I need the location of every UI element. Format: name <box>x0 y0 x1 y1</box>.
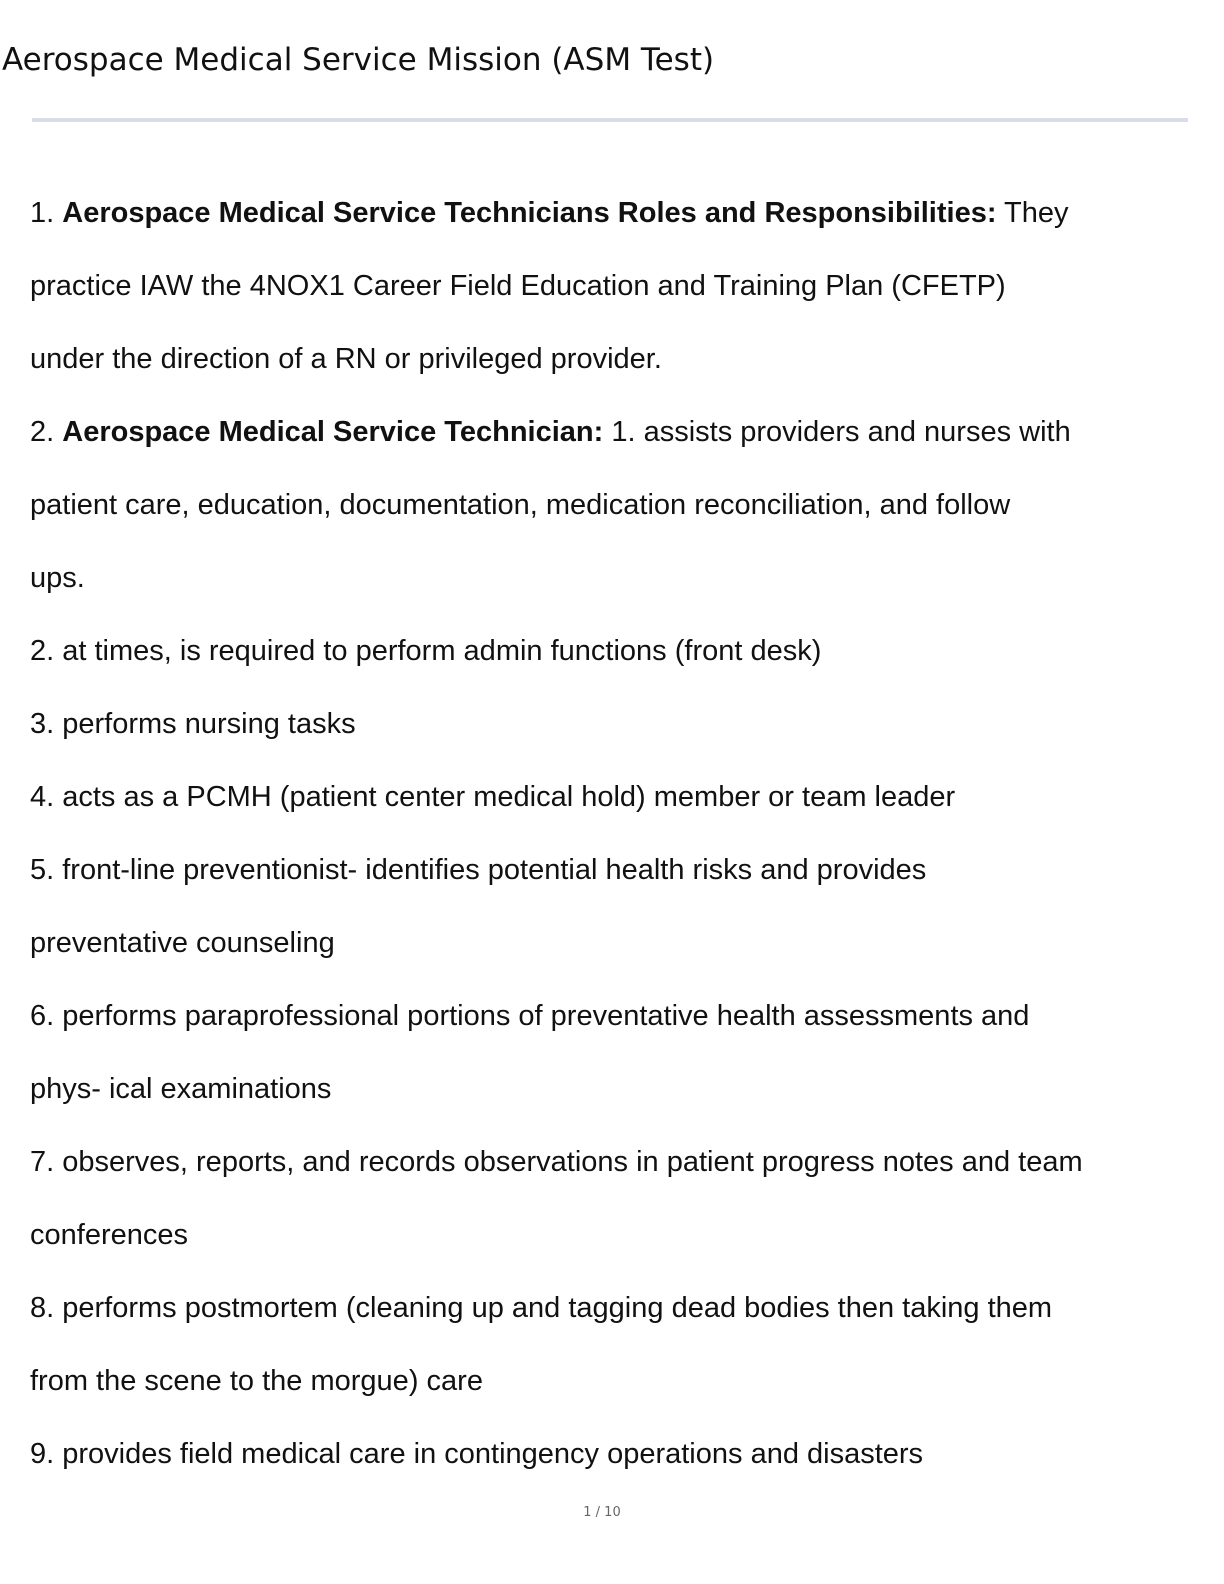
item-term: Aerospace Medical Service Technicians Roles and Responsibilities: <box>62 197 997 229</box>
item-number: 2. <box>30 416 55 448</box>
item-definition-line: preventative counseling <box>30 927 335 959</box>
item-definition-line: from the scene to the morgue) care <box>30 1365 483 1397</box>
page-title: Aerospace Medical Service Mission (ASM Test) <box>2 42 715 78</box>
page-number: 1 / 10 <box>583 1505 621 1520</box>
item-term: Aerospace Medical Service Technician: <box>62 416 604 448</box>
item-definition-line: patient care, education, documentation, medication reconciliation, and follow <box>30 489 1011 521</box>
item-definition-line: practice IAW the 4NOX1 Career Field Education and Training Plan (CFETP) <box>30 270 1006 302</box>
item-definition-line: 6. performs paraprofessional portions of preventative health assessments and <box>30 1000 1030 1032</box>
item-definition-line: 3. performs nursing tasks <box>30 708 356 740</box>
list-item <box>30 177 1200 250</box>
item-definition-line: under the direction of a RN or privileged provider. <box>30 343 662 375</box>
list-item <box>30 396 1200 469</box>
item-definition: They <box>1004 197 1069 229</box>
item-definition-line: 4. acts as a PCMH (patient center medical hold) member or team leader <box>30 781 956 813</box>
item-definition-line: 2. at times, is required to perform admin functions (front desk) <box>30 635 822 667</box>
flashcard-list <box>30 177 1200 1491</box>
title-divider <box>32 118 1188 122</box>
item-definition-line: 8. performs postmortem (cleaning up and tagging dead bodies then taking them <box>30 1292 1053 1324</box>
item-definition-line: 5. front-line preventionist- identifies potential health risks and provides <box>30 854 927 886</box>
item-definition-line: conferences <box>30 1219 188 1251</box>
item-definition-line: 7. observes, reports, and records observations in patient progress notes and team <box>30 1146 1083 1178</box>
item-definition: 1. assists providers and nurses with <box>611 416 1071 448</box>
item-number: 1. <box>30 197 55 229</box>
item-definition-line: 9. provides field medical care in contingency operations and disasters <box>30 1438 924 1470</box>
item-definition-line: phys- ical examinations <box>30 1073 332 1105</box>
item-definition-line: ups. <box>30 562 85 594</box>
